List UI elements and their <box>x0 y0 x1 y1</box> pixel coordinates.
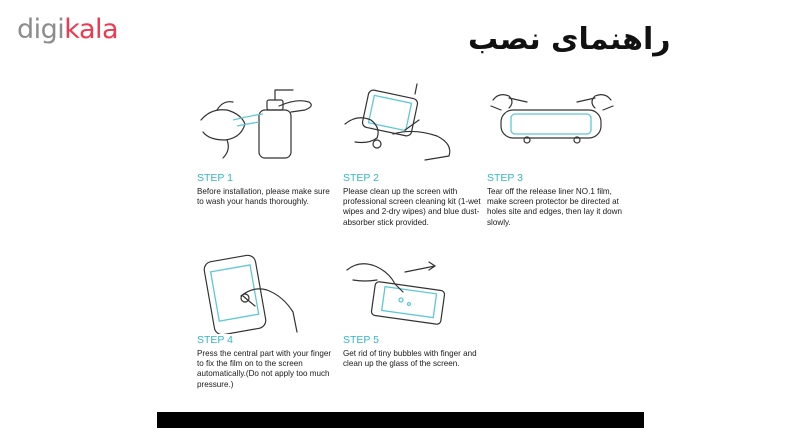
digikala-logo[interactable] <box>17 14 118 45</box>
step-4-label: STEP 4 <box>197 334 233 346</box>
logo-right: kala <box>64 14 119 45</box>
step-5-text: Get rid of tiny bubbles with finger and clean up the glass of the screen. <box>343 349 477 369</box>
step-5-label: STEP 5 <box>343 334 379 346</box>
step-3-text: Tear off the release liner NO.1 film, make screen protector be directed at holes site and edges, then lay it down slowly. <box>487 187 622 227</box>
logo-left: digi <box>17 14 65 45</box>
page-title: راهنمای نصب <box>468 22 671 57</box>
bottom-divider-bar <box>157 412 644 428</box>
step-3-label: STEP 3 <box>487 172 523 184</box>
remove-bubbles-illustration <box>343 252 473 334</box>
screen-cleaning-illustration <box>343 80 473 162</box>
step-1-label: STEP 1 <box>197 172 233 184</box>
step-4-text: Press the central part with your finger to fix the film on to the screen automatically.(Do not apply too much pressure.) <box>197 349 332 389</box>
press-film-illustration <box>197 252 327 334</box>
hand-washing-illustration <box>197 80 327 162</box>
film-alignment-illustration <box>487 80 617 162</box>
step-2-label: STEP 2 <box>343 172 379 184</box>
step-2-text: Please clean up the screen with professional screen cleaning kit (1-wet wipes and 2-dry wipes) and blue dust-absorber stick provided. <box>343 187 481 227</box>
step-1-text: Before installation, please make sure to wash your hands thoroughly. <box>197 187 330 207</box>
